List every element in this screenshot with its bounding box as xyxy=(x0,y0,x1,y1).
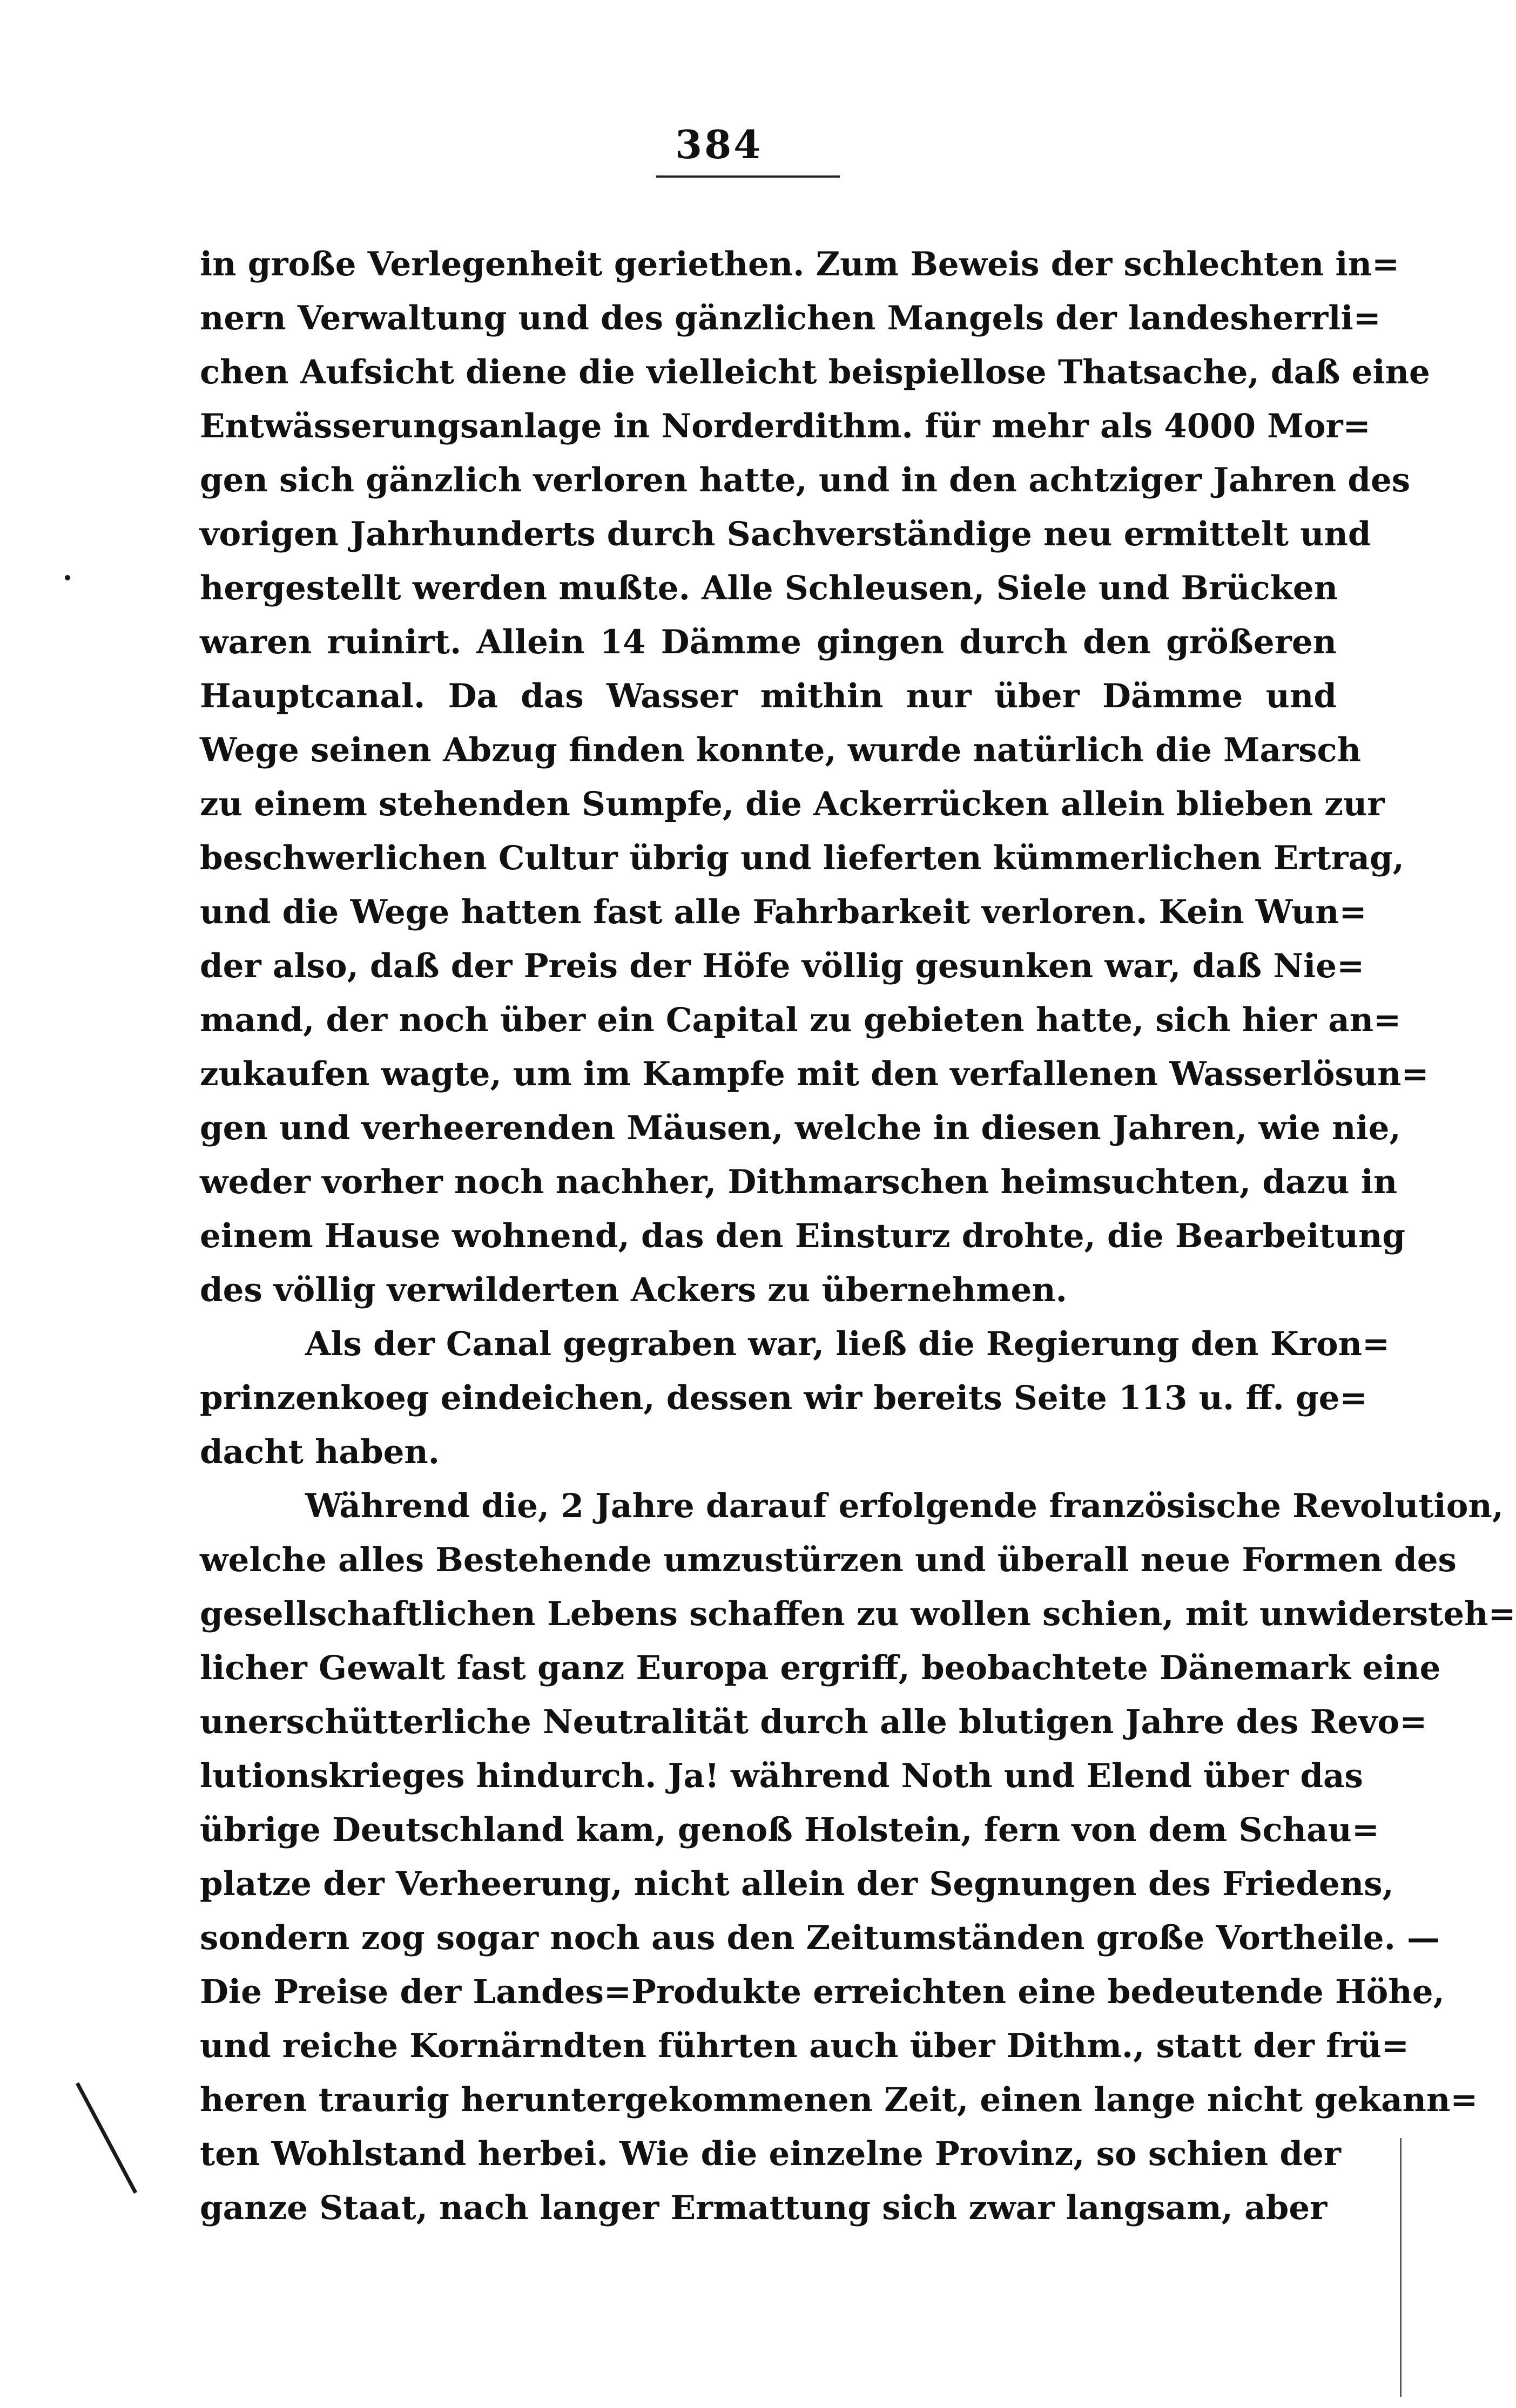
text-line: der also, daß der Preis der Höfe völlig gesunken war, daß Nie= xyxy=(200,947,1365,985)
text-line: Die Preise der Landes=Produkte erreichten eine bedeutende Höhe, xyxy=(200,1973,1445,2011)
text-line: des völlig verwilderten Ackers zu übernehmen. xyxy=(200,1271,1067,1309)
text-line: Als der Canal gegraben war, ließ die Regierung den Kron= xyxy=(305,1325,1390,1363)
text-line: welche alles Bestehende umzustürzen und überall neue Formen des xyxy=(200,1541,1457,1579)
text-line: übrige Deutschland kam, genoß Holstein, fern von dem Schau= xyxy=(200,1811,1379,1849)
text-line: ganze Staat, nach langer Ermattung sich zwar langsam, aber xyxy=(200,2189,1328,2227)
text-line: chen Aufsicht diene die vielleicht beispiellose Thatsache, daß eine xyxy=(200,353,1430,391)
text-line: nern Verwaltung und des gänzlichen Mangels der landesherrli= xyxy=(200,299,1381,337)
text-line: gen sich gänzlich verloren hatte, und in den achtziger Jahren des xyxy=(200,461,1411,499)
text-line: gesellschaftlichen Lebens schaffen zu wollen schien, mit unwidersteh= xyxy=(200,1595,1516,1633)
text-line: unerschütterliche Neutralität durch alle blutigen Jahre des Revo= xyxy=(200,1703,1427,1741)
text-line: prinzenkoeg eindeichen, dessen wir bereits Seite 113 u. ff. ge= xyxy=(200,1379,1367,1417)
text-line: ten Wohlstand herbei. Wie die einzelne Provinz, so schien der xyxy=(200,2135,1341,2173)
text-line: sondern zog sogar noch aus den Zeitumständen große Vortheile. — xyxy=(200,1919,1440,1957)
text-line: weder vorher noch nachher, Dithmarschen heimsuchten, dazu in xyxy=(200,1163,1398,1201)
page-number-rule xyxy=(656,175,840,178)
page-number: 384 xyxy=(675,121,763,167)
text-line: Hauptcanal. Da das Wasser mithin nur über Dämme und xyxy=(200,677,1337,715)
margin-stroke-mark xyxy=(76,2082,137,2194)
text-line: heren traurig heruntergekommenen Zeit, einen lange nicht gekann= xyxy=(200,2081,1478,2119)
right-edge-line xyxy=(1400,2138,1402,2397)
text-line: licher Gewalt fast ganz Europa ergriff, beobachtete Dänemark eine xyxy=(200,1649,1441,1687)
text-line: hergestellt werden mußte. Alle Schleusen, Siele und Brücken xyxy=(200,569,1338,607)
text-line: einem Hause wohnend, das den Einsturz drohte, die Bearbeitung xyxy=(200,1217,1406,1255)
text-line: und die Wege hatten fast alle Fahrbarkeit verloren. Kein Wun= xyxy=(200,893,1367,931)
text-line: platze der Verheerung, nicht allein der Segnungen des Friedens, xyxy=(200,1865,1394,1903)
text-line: vorigen Jahrhunderts durch Sachverständige neu ermittelt und xyxy=(200,515,1371,553)
text-line: gen und verheerenden Mäusen, welche in diesen Jahren, wie nie, xyxy=(200,1109,1401,1147)
text-line: beschwerlichen Cultur übrig und lieferten kümmerlichen Ertrag, xyxy=(200,839,1404,877)
text-line: und reiche Kornärndten führten auch über Dithm., statt der frü= xyxy=(200,2027,1409,2065)
text-line: Während die, 2 Jahre darauf erfolgende französische Revolution, xyxy=(305,1487,1504,1525)
margin-dot-mark xyxy=(65,575,70,580)
text-line: zukaufen wagte, um im Kampfe mit den verfallenen Wasserlösun= xyxy=(200,1055,1429,1093)
text-line: waren ruinirt. Allein 14 Dämme gingen durch den größeren xyxy=(200,623,1337,661)
text-line: in große Verlegenheit geriethen. Zum Beweis der schlechten in= xyxy=(200,245,1400,283)
text-line: lutionskrieges hindurch. Ja! während Noth und Elend über das xyxy=(200,1757,1363,1795)
text-line: zu einem stehenden Sumpfe, die Ackerrücken allein blieben zur xyxy=(200,785,1385,823)
text-line: dacht haben. xyxy=(200,1433,440,1471)
text-line: Wege seinen Abzug finden konnte, wurde natürlich die Marsch xyxy=(200,731,1362,769)
text-line: mand, der noch über ein Capital zu gebieten hatte, sich hier an= xyxy=(200,1001,1402,1039)
text-line: Entwässerungsanlage in Norderdithm. für mehr als 4000 Mor= xyxy=(200,407,1371,445)
